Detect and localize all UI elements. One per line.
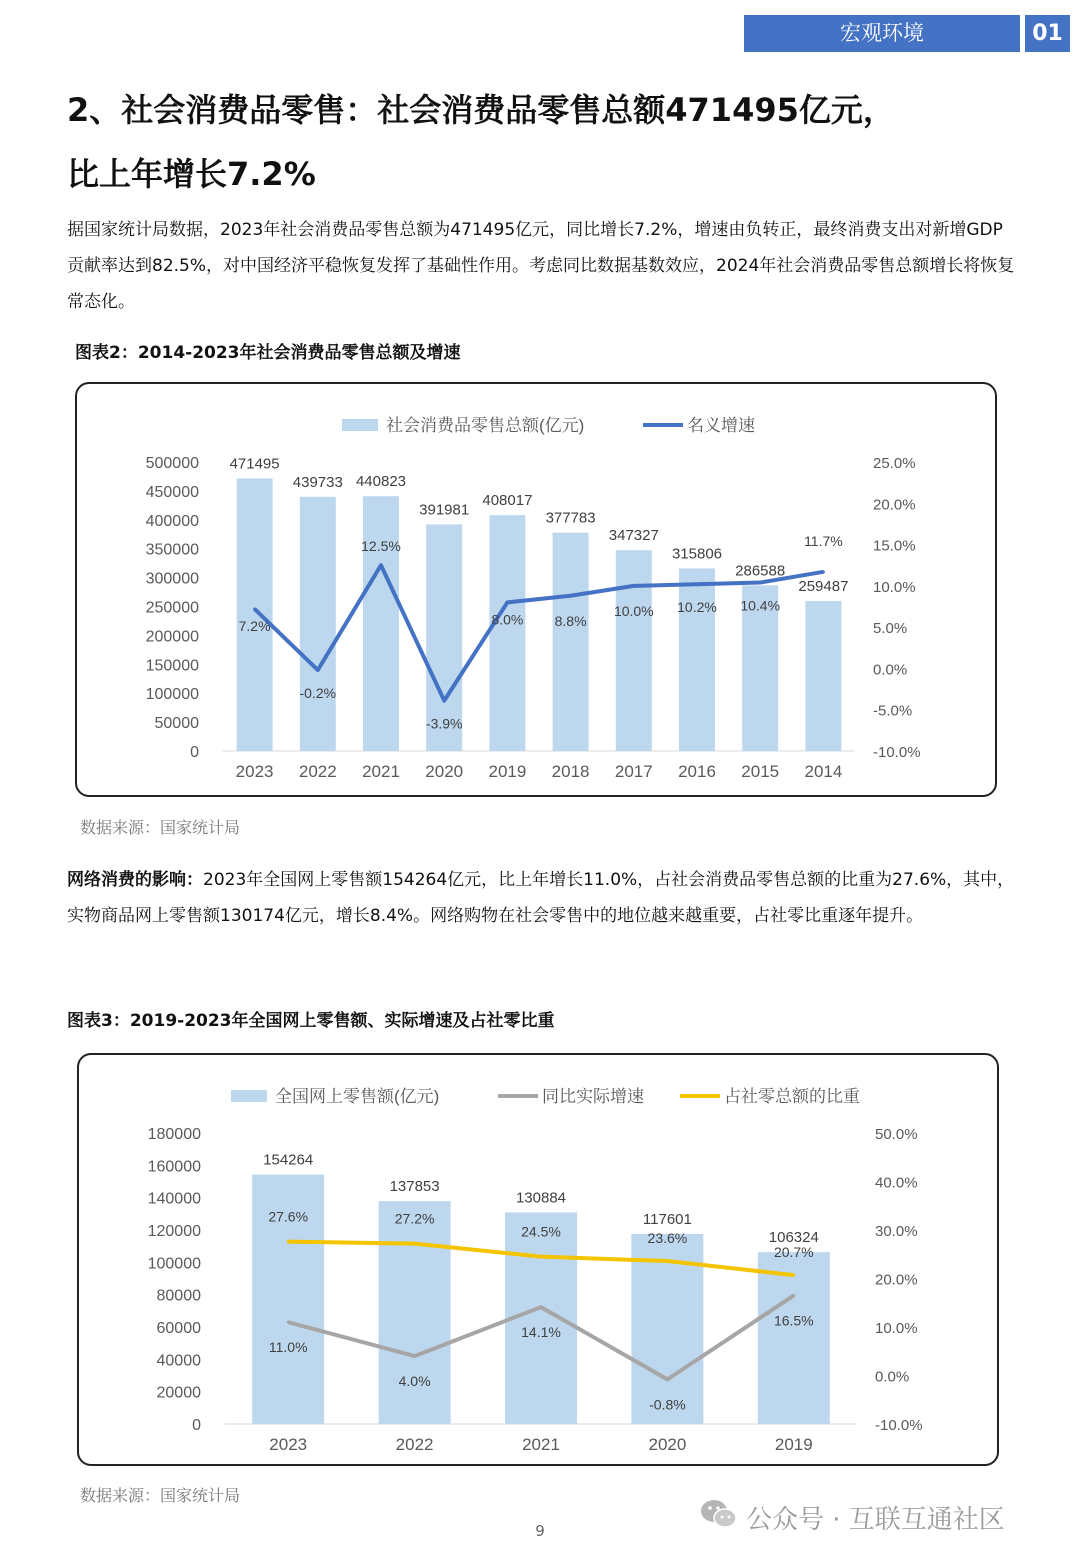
x-axis-category: 2022 xyxy=(395,1435,434,1454)
bar-value-label: 117601 xyxy=(642,1210,692,1228)
series-line xyxy=(255,565,824,700)
series-point xyxy=(443,699,446,702)
intro-paragraph: 据国家统计局数据，2023年社会消费品零售总额为471495亿元，同比增长7.2%，增速由负转正，最终消费支出对新增GDP贡献率达到82.5%，对中国经济平稳恢复发挥了基础性作用。考虑同比数据基数效应，2024年社会消费品零售总额增长将恢复常态化。 xyxy=(67,220,1015,312)
section-tag: 宏观环境 xyxy=(744,15,1020,52)
left-axis-tick: 450000 xyxy=(145,483,199,501)
left-axis-tick: 160000 xyxy=(147,1158,201,1176)
right-axis-tick: 15.0% xyxy=(873,537,916,555)
left-axis-tick: 20000 xyxy=(156,1384,201,1402)
bar xyxy=(379,1201,451,1424)
bar xyxy=(237,478,273,751)
right-axis-tick: 40.0% xyxy=(875,1174,918,1192)
series-point xyxy=(413,1242,416,1245)
bar-value-label: 440823 xyxy=(355,473,407,491)
series-point xyxy=(287,1321,290,1324)
bar-value-label: 408017 xyxy=(482,492,533,510)
series-point xyxy=(380,564,383,567)
figure3-title: 图表3：2019-2023年全国网上零售额、实际增速及占社零比重 xyxy=(67,1011,555,1031)
left-axis-tick: 100000 xyxy=(145,686,199,704)
series-point xyxy=(540,1255,543,1258)
series-point xyxy=(413,1355,416,1358)
bar xyxy=(553,533,589,751)
x-axis-category: 2023 xyxy=(269,1435,308,1454)
watermark-text: 公众号 · 互联互通社区 xyxy=(746,1505,1005,1535)
line-value-label: 10.2% xyxy=(677,599,717,616)
series-point xyxy=(792,1294,795,1297)
bar-value-label: 347327 xyxy=(608,527,659,545)
left-axis-tick: 140000 xyxy=(147,1190,201,1208)
series-point xyxy=(316,669,319,672)
series-point xyxy=(569,594,572,597)
line-value-label: 27.2% xyxy=(394,1210,435,1227)
left-axis-tick: 500000 xyxy=(145,455,199,472)
right-axis-tick: -5.0% xyxy=(873,702,913,720)
right-axis-tick: 20.0% xyxy=(873,496,916,514)
bar xyxy=(613,550,654,751)
line-value-label: -0.8% xyxy=(649,1396,686,1413)
bar xyxy=(805,601,841,751)
line-value-label: -0.2% xyxy=(299,685,337,702)
x-axis-category: 2020 xyxy=(425,762,464,781)
series-point xyxy=(632,584,635,587)
bar-value-label: 154264 xyxy=(263,1151,314,1169)
bar-value-label: 259487 xyxy=(798,578,849,596)
x-axis-category: 2016 xyxy=(678,762,716,781)
line-value-label: 11.0% xyxy=(268,1339,308,1356)
left-axis-tick: 50000 xyxy=(154,715,199,733)
wechat-icon xyxy=(700,1498,738,1537)
figure2-source: 数据来源：国家统计局 xyxy=(80,818,241,837)
left-axis-tick: 300000 xyxy=(145,570,199,588)
legend-swatch-bar xyxy=(231,1090,267,1102)
left-axis-tick: 0 xyxy=(192,1417,201,1434)
right-axis-tick: 10.0% xyxy=(875,1320,918,1337)
figure3-source: 数据来源：国家统计局 xyxy=(80,1486,241,1505)
line-value-label: 11.7% xyxy=(804,532,843,549)
figure2-svg xyxy=(77,384,995,795)
x-axis-category: 2019 xyxy=(488,762,527,781)
right-axis-tick: -10.0% xyxy=(873,744,921,761)
watermark xyxy=(700,1498,1060,1538)
section-number: 01 xyxy=(1025,15,1070,52)
bar xyxy=(758,1252,830,1424)
legend-label: 全国网上零售额(亿元) xyxy=(275,1087,440,1106)
figure2-chart xyxy=(75,382,997,797)
line-value-label: 27.6% xyxy=(268,1208,309,1225)
online-paragraph xyxy=(67,862,1017,934)
left-axis-tick: 80000 xyxy=(156,1287,201,1305)
left-axis-tick: 180000 xyxy=(147,1126,201,1143)
online-paragraph-lead: 网络消费的影响： xyxy=(67,870,203,890)
left-axis-tick: 0 xyxy=(190,744,199,761)
x-axis-category: 2019 xyxy=(774,1435,813,1454)
series-point xyxy=(666,1260,669,1263)
bar-value-label: 106324 xyxy=(768,1229,819,1247)
line-value-label: 12.5% xyxy=(361,538,401,555)
heading-line-1: 2、社会消费品零售：社会消费品零售总额471495亿元， xyxy=(67,91,895,129)
bar xyxy=(363,496,399,751)
right-axis-tick: 50.0% xyxy=(875,1126,918,1143)
right-axis-tick: -10.0% xyxy=(875,1417,923,1434)
bar-value-label: 137853 xyxy=(389,1178,440,1196)
line-value-label: 4.0% xyxy=(398,1373,431,1390)
bar-value-label: 315806 xyxy=(671,545,723,563)
line-value-label: -3.9% xyxy=(425,715,463,732)
series-point xyxy=(792,1274,795,1277)
line-value-label: 7.2% xyxy=(238,617,271,634)
x-axis-category: 2022 xyxy=(298,762,337,781)
line-value-label: 23.6% xyxy=(647,1230,688,1247)
right-axis-tick: 10.0% xyxy=(873,578,916,596)
left-axis-tick: 150000 xyxy=(145,657,199,675)
left-axis-tick: 400000 xyxy=(145,512,199,530)
series-point xyxy=(253,607,256,610)
left-axis-tick: 40000 xyxy=(156,1352,201,1370)
left-axis-tick: 60000 xyxy=(156,1320,201,1337)
series-point xyxy=(666,1378,669,1381)
right-axis-tick: 25.0% xyxy=(873,455,916,472)
legend-label: 同比实际增速 xyxy=(542,1087,644,1106)
legend-swatch-bar xyxy=(342,419,378,431)
figure2-title: 图表2：2014-2023年社会消费品零售总额及增速 xyxy=(75,343,461,363)
bar-value-label: 377783 xyxy=(545,509,596,527)
left-axis-tick: 120000 xyxy=(147,1223,201,1240)
series-point xyxy=(540,1306,543,1309)
series-point xyxy=(696,583,699,586)
series-point xyxy=(287,1240,290,1243)
bar-value-label: 439733 xyxy=(292,473,343,491)
right-axis-tick: 5.0% xyxy=(873,620,908,638)
x-axis-category: 2017 xyxy=(614,762,653,781)
bar-value-label: 391981 xyxy=(419,501,470,519)
x-axis-category: 2015 xyxy=(741,762,780,781)
line-value-label: 8.0% xyxy=(491,611,524,628)
series-point xyxy=(759,581,762,584)
right-axis-tick: 0.0% xyxy=(875,1368,910,1386)
line-value-label: 24.5% xyxy=(521,1223,561,1240)
legend-label: 占社零总额的比重 xyxy=(724,1087,860,1106)
left-axis-tick: 350000 xyxy=(145,541,199,559)
series-point xyxy=(822,570,825,573)
page-number: 9 xyxy=(535,1522,545,1540)
x-axis-category: 2021 xyxy=(362,762,400,781)
figure3-chart xyxy=(77,1053,999,1466)
line-value-label: 10.4% xyxy=(740,597,781,614)
line-value-label: 16.5% xyxy=(773,1312,814,1329)
left-axis-tick: 250000 xyxy=(145,599,199,617)
x-axis-category: 2020 xyxy=(648,1435,687,1454)
right-axis-tick: 0.0% xyxy=(873,661,908,679)
x-axis-category: 2023 xyxy=(235,762,274,781)
page-heading xyxy=(67,78,1027,206)
heading-line-2: 比上年增长7.2% xyxy=(67,155,316,193)
right-axis-tick: 30.0% xyxy=(875,1223,918,1240)
line-value-label: 10.0% xyxy=(613,602,654,619)
line-value-label: 20.7% xyxy=(773,1244,814,1261)
bar xyxy=(679,568,715,751)
bar-value-label: 471495 xyxy=(229,455,280,473)
x-axis-category: 2021 xyxy=(522,1435,560,1454)
bar-value-label: 130884 xyxy=(515,1189,567,1207)
right-axis-tick: 20.0% xyxy=(875,1271,918,1289)
left-axis-tick: 200000 xyxy=(145,628,199,646)
figure3-svg xyxy=(79,1055,997,1464)
bar xyxy=(489,515,525,751)
bar xyxy=(300,497,336,751)
online-paragraph-text: 2023年全国网上零售额154264亿元，比上年增长11.0%，占社会消费品零售总额的比重为27.6%，其中，实物商品网上零售额130174亿元，增长8.4%。网络购物在社会零售中的地位越来越重要，占社零比重逐年提升。 xyxy=(67,870,1015,926)
x-axis-category: 2014 xyxy=(804,762,843,781)
series-point xyxy=(506,601,509,604)
line-value-label: 8.8% xyxy=(554,612,587,629)
left-axis-tick: 100000 xyxy=(147,1255,201,1273)
legend-label: 名义增速 xyxy=(687,416,755,435)
line-value-label: 14.1% xyxy=(521,1324,561,1341)
x-axis-category: 2018 xyxy=(551,762,590,781)
bar-value-label: 286588 xyxy=(735,562,786,580)
legend-label: 社会消费品零售总额(亿元) xyxy=(386,416,585,435)
